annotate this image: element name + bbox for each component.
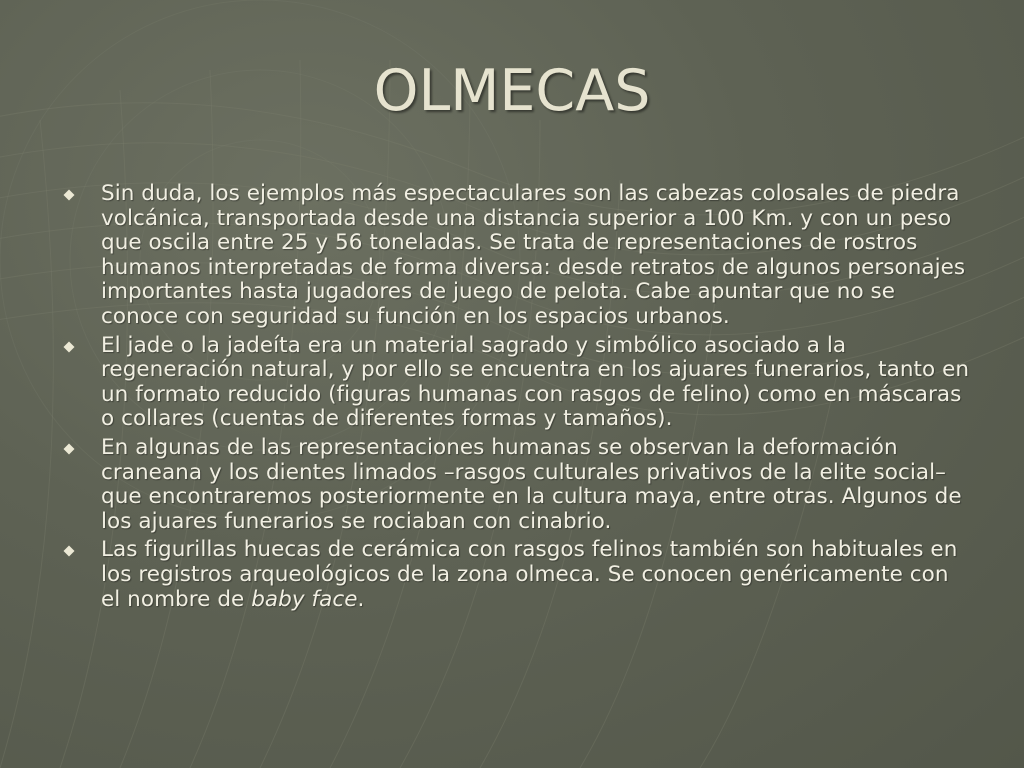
bullet-text: El jade o la jadeíta era un material sagrado y simbólico asociado a la regeneración natural, y por ello se encuentra en los ajuares funerarios, tanto en un formato reducido (figuras humanas con rasgos de felino) como en máscaras o collares (cuentas de diferentes formas y tamaños). — [101, 332, 970, 432]
list-item — [62, 538, 970, 612]
bullet-text — [101, 538, 970, 612]
diamond-bullet-icon — [63, 443, 75, 455]
diamond-bullet-icon — [63, 545, 75, 557]
list-item — [62, 436, 970, 534]
bullet-text-part: Las figurillas huecas de cerámica con rasgos felinos también son habituales en los registros arqueológicos de la zona olmeca. Se conocen genéricamente con el nombre de — [101, 537, 958, 612]
bullet-text: Sin duda, los ejemplos más espectaculares son las cabezas colosales de piedra volcánica, transportada desde una distancia superior a 100 Km. y con un peso que oscila entre 25 y 56 toneladas. Se trata de representaciones de rostros humanos interpretadas de forma diversa: desde retratos de algunos personajes importantes hasta jugadores de juego de pelota. Cabe apuntar que no se conoce con seguridad su función en los espacios urbanos. — [101, 181, 966, 329]
bullet-text-italic: baby face — [251, 586, 358, 612]
diamond-bullet-icon — [63, 189, 75, 201]
bullet-text: En algunas de las representaciones humanas se observan la deformación craneana y los dientes limados –rasgos culturales privativos de la elite social– que encontraremos posteriormente en la cultura maya, entre otras. Algunos de los ajuares funerarios se rociaban con cinabrio. — [101, 434, 962, 534]
list-item — [62, 334, 970, 432]
bullet-list — [62, 182, 970, 616]
list-item — [62, 182, 970, 330]
bullet-text-end: . — [357, 586, 365, 612]
slide-title: OLMECAS — [373, 58, 651, 124]
diamond-bullet-icon — [63, 341, 75, 353]
